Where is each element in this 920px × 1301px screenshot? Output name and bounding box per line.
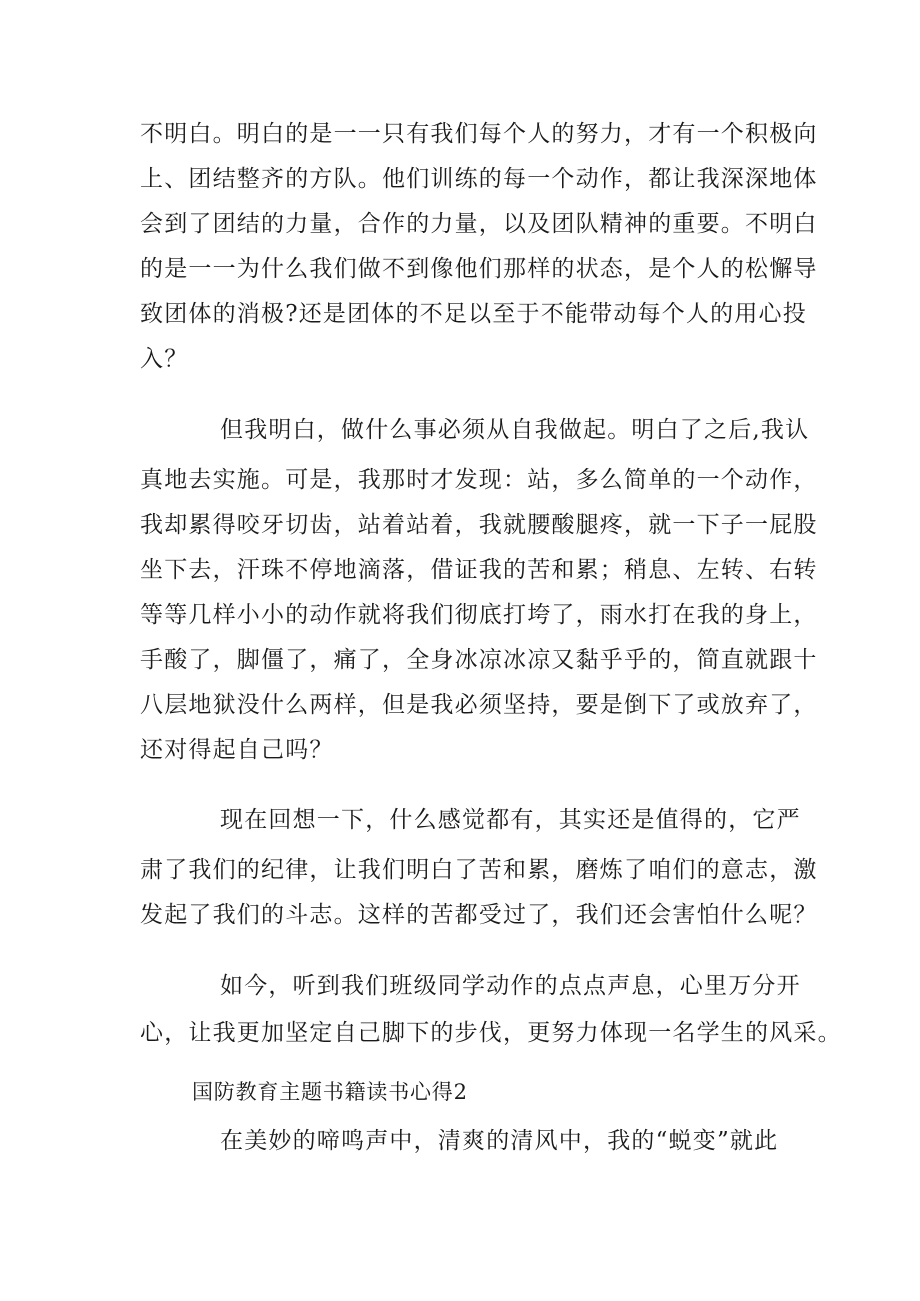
- paragraph-3-line-1: 现在回想一下，什么感觉都有，其实还是值得的，它严: [220, 807, 801, 833]
- paragraph-3-line-2: 肃了我们的纪律，让我们明白了苦和累，磨炼了咱们的意志，激: [140, 857, 818, 883]
- paragraph-1-line-3: 会到了团结的力量，合作的力量，以及团队精神的重要。不明白: [140, 211, 818, 237]
- paragraph-2-line-2: 真地去实施。可是，我那时才发现：站，多么简单的一个动作，: [140, 467, 818, 493]
- paragraph-2-line-3: 我却累得咬牙切齿，站着站着，我就腰酸腿疼，就一下子一屁股: [140, 512, 818, 538]
- paragraph-4-line-1: 如今，听到我们班级同学动作的点点声息，心里万分开: [220, 973, 801, 999]
- paragraph-2-line-6: 手酸了，脚僵了，痛了，全身冰凉冰凉又黏乎乎的，简直就跟十: [140, 647, 818, 673]
- paragraph-1-line-5: 致团体的消极?还是团体的不足以至于不能带动每个人的用心投: [140, 301, 807, 327]
- paragraph-2-line-1: 但我明白，做什么事必须从自我做起。明白了之后,我认: [220, 417, 810, 443]
- paragraph-5-line-1: 在美妙的啼鸣声中，清爽的清风中，我的“蜕变”就此: [220, 1128, 779, 1154]
- paragraph-2-line-4: 坐下去，汗珠不停地滴落，借证我的苦和累；稍息、左转、右转: [140, 557, 818, 583]
- paragraph-2-line-7: 八层地狱没什么两样，但是我必须坚持，要是倒下了或放弃了，: [140, 692, 818, 718]
- paragraph-3-line-3: 发起了我们的斗志。这样的苦都受过了，我们还会害怕什么呢？: [140, 902, 818, 928]
- paragraph-2-line-8: 还对得起自己吗？: [140, 737, 334, 763]
- paragraph-2-line-5: 等等几样小小的动作就将我们彻底打垮了，雨水打在我的身上，: [140, 602, 818, 628]
- paragraph-1-line-6: 入？: [140, 346, 189, 372]
- section-heading: 国防教育主题书籍读书心得2: [192, 1080, 468, 1104]
- paragraph-4-line-2: 心，让我更加坚定自己脚下的步伐，更努力体现一名学生的风采。: [140, 1020, 842, 1046]
- paragraph-1-line-4: 的是一一为什么我们做不到像他们那样的状态，是个人的松懈导: [140, 256, 818, 282]
- paragraph-1-line-1: 不明白。明白的是一一只有我们每个人的努力，才有一个积极向: [140, 121, 818, 147]
- paragraph-1-line-2: 上、团结整齐的方队。他们训练的每一个动作，都让我深深地体: [140, 166, 818, 192]
